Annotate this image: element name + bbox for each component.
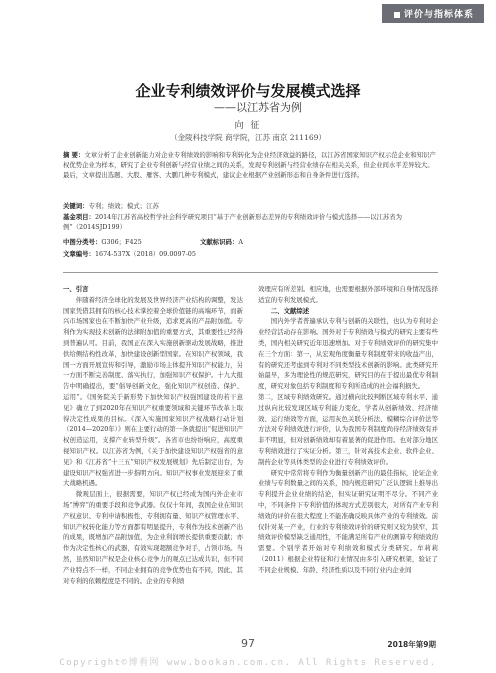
issue-label: 2018年第9期 [387,640,436,649]
section-heading-review: 二、文献综述 [270,306,310,315]
abstract [63,150,438,180]
doc-text: A [238,238,243,246]
fund [63,212,438,232]
paragraph: 效理应有所差别。相应地，也需要根据外部环境和自身情况选择适宜的专利发展模式。 [258,285,438,304]
article-id [63,249,196,259]
page-number: 97 [241,637,255,650]
copyright-watermark: Copyright©博看网 www.bookan.com.cn. All Rights Reserved. [59,658,437,668]
fund-text: 2014年江苏省高校哲学社会科学研究项目“基于产业创新形态差异的专利绩效评价与模式选择——以江苏省为例”（2014SJD199） [63,213,403,231]
doc-label: 文献标识码： [200,238,239,246]
divider [63,272,438,273]
clc-text: G306；F425 [101,238,142,246]
abstract-text: 文章分析了企业创新能力对企业专利绩效的影响和专利转化为企业经济效益的路径，以江苏省国家知识产权示范企业和知识产权优势企业为样本，研究了企业专利创新与经营业绩之间的关系，发现专利创新与经营业绩存在相关关系，但企业间水平差异较大。最后，文章提出选题、大股、雁客、大鹏几种专利模式，建议企业根据产业创新形态和自身条件进行选择。 [63,151,436,179]
section-heading-intro: 一、引言 [63,285,89,293]
left-column [63,284,243,586]
paragraph: 第二，区域专利绩效研究。通过横向比较判断区域专利水平、通过纵向比较发现区域专利能力变化，学者从创新绩效、经济绩效、运行绩效等方面，运用灰色关联分析法、模糊综合评价法等方法对专利绩效进行评价，认为我国专利制度尚待经济绩效有并非不明显，但对创新绩效却有着显著的促进作用。也对部分地区专利绩效进行了实证分析。第三，针对高技术企业、软件企业、制药企业等具体类型的企业进行专利绩效评价。 [258,392,438,466]
right-column [258,284,438,576]
doc-code [200,237,243,247]
section-tab-label: 评价与指标体系 [403,10,474,20]
id-text: 1674-537X（2018）09.0097-05 [94,250,196,258]
square-icon [394,12,400,18]
keywords-label: 关键词： [63,202,89,210]
fund-label: 基金项目： [63,213,95,221]
paragraph: 微观层面上，很据需要，知识产权已经成为国内外企业市场“博弈”的重要手段和竞争武器。仅仅十年间，我国企业在知识产权意识、专利申请积极性、专利拥有量、知识产权管理水平、知识产权转化能力等方面都有明显提升，专利作为技术创新产出的成果，既增加产品附加值，为企业利润增长提供重要贡献；亦作为决定性核心的武器，有效实现超额竞争对手，占领市场。当然，虽然知识产权是企业核心竞争力的观点已达成共识，但不同产业特点不一样，不同企业拥有的竞争优势也有不同，因此，其对专利的依赖程度是不同的。企业的专利绩 [63,490,243,585]
abstract-label: 摘 要： [63,151,85,159]
id-label: 文章编号： [63,250,95,258]
clc-label: 中图分类号： [63,238,102,246]
author: 向 征 [234,121,262,131]
section-tab [382,4,484,23]
paragraph: 伴随着经济全球化的发展及世界经济产业结构的调整，发达国家凭借其拥有的核心技术掌控着全球价值链的高端环节，而新兴市场国家也在不断加快产业升级，追求更高的产品附加值。专利作为实现技术创新的法律附加值的重要方式，其重要性已经得到普遍认可。目前，我国正在深入实施创新驱动发展战略，推进供给侧结构性改革，加快建设创新型国家。在知识产权领域，我国一方面开展宣传和引导，激励市场主体提升知识产权能力，另一方面不断完善制度、落实执行，加强知识产权保护。十九大报告中明确提出，要“倡导创新文化，强化知识产权创造、保护、运用”。《国务院关于新形势下加快知识产权强国建设的若干意见》确立了到2020年在知识产权重要领域和关键环节改革上取得决定性成果的目标。《深入实施国家知识产权战略行动计划（2014—2020年）》则在主要行动的第一条就提出“促进知识产权创造运用，支撑产业转型升级”。各省市也纷纷响应，高度重视知识产权。以江苏省为例，《关于加快建设知识产权强省的意见》和《江苏省“十三五”知识产权发展规划》先后制定出台，为建设知识产权强省进一步指明方向。知识产权事业发展迎来了重大战略机遇。 [63,295,243,488]
article-subtitle: ——以江苏省为例 [214,101,302,114]
paragraph: 国内外学者普遍承认专利与创新的关联性，也认为专利对企业经营活动存在影响。国外对于专利绩效与模式的研究主要有些类，国内相关研究近年迅速增加。对于专利绩效评价的研究集中在三个方面：第一，从宏观角度衡量专利制度带来的收益产出，有的研究还考虑到专利对不同类型技术创新的影响。此类研究开始最早，多为理论性的规范研究，研究目的在于提出最优专利制度，研究对象包括专利制度和专利所造成的社会福利损失。 [258,317,438,391]
keywords [63,201,438,211]
article-title: 企业专利绩效评价与发展模式选择 [135,82,361,100]
affiliation: （金陵科技学院 商学院，江苏 南京 211169） [170,133,326,142]
clc [63,237,142,247]
paragraph: 研究中常常将专利作为衡量创新产出的最佳指标，论证企业业绩与专利数量之间的关系，国内规范研究广泛认逻辑上推导出专利提升企业业绩的结论，但实证研究证明不尽分。不同产业中，不同条件下专利价值的体现方式差别很大，对所有产业专利绩效的评价在很大程度上不能准确反映具体产业的专利绩效。前仅针对某一产业，行业的专利绩效评价的研究则又较为狭窄，其绩效评价模型缺乏通用性，不能满足所有产业的测算专利绩效的需要。个别学者开始对专利绩效和模式分类研究。牟莉莉（2011）根据企业特征和行业情况由多引入研究框架，验证了不同企业规模、年龄、经济性质以及不同行业内企业间 [258,468,438,574]
keywords-text: 专利；绩效；模式；江苏 [88,202,159,210]
